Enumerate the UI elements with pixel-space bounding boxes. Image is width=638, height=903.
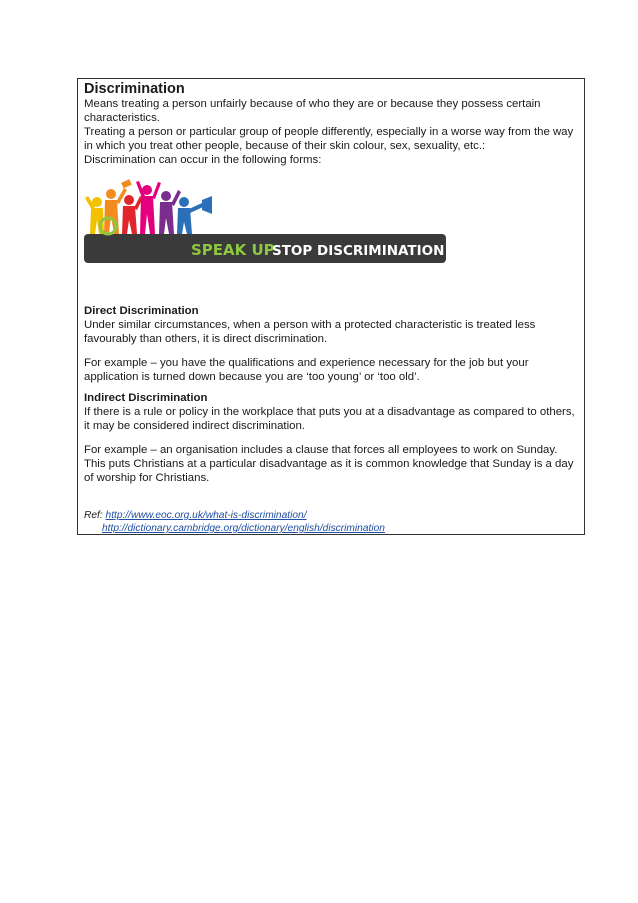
direct-discrimination-body: Under similar circumstances, when a person with a protected characteristic is treated less favourably than others, it is direct discrimination. xyxy=(84,319,536,345)
section-title: Discrimination xyxy=(84,81,185,97)
definition-1: Means treating a person unfairly because of who they are or because they possess certain characteristics. xyxy=(84,98,541,124)
references xyxy=(84,509,578,535)
definition-2: Treating a person or particular group of people differently, especially in a worse way from the way in which you treat other people, because of their skin colour, sex, sexuality, etc.: xyxy=(84,126,574,152)
speak-up-banner xyxy=(84,176,448,266)
indirect-discrimination-body: If there is a rule or policy in the workplace that puts you at a disadvantage as compared to others, it may be considered indirect discrimination. xyxy=(84,406,575,432)
reference-link-cambridge[interactable]: http://dictionary.cambridge.org/dictionary/english/discrimination xyxy=(102,523,385,534)
direct-discrimination-heading: Direct Discrimination xyxy=(84,305,199,317)
indirect-discrimination-heading: Indirect Discrimination xyxy=(84,392,208,404)
forms-intro: Discrimination can occur in the following forms: xyxy=(84,154,322,166)
references-label: Ref: xyxy=(84,510,103,521)
indirect-discrimination-example: For example – an organisation includes a clause that forces all employees to work on Sunday. This puts Christians at a particular disadvantage as it is common knowledge that Sunday is a day of worship for Christians. xyxy=(84,444,574,484)
banner-stop-discrimination-text: STOP DISCRIMINATION xyxy=(272,243,445,259)
protest-figures-illustration xyxy=(85,179,212,234)
direct-discrimination-example: For example – you have the qualifications and experience necessary for the job but your application is turned down because you are ‘too young’ or ‘too old’. xyxy=(84,357,529,383)
speak-up-banner-graphic xyxy=(84,176,448,266)
banner-speak-up-text: SPEAK UP xyxy=(191,241,275,259)
reference-link-eoc[interactable]: http://www.eoc.org.uk/what-is-discrimination/ xyxy=(105,510,307,521)
discrimination-info-box xyxy=(77,78,585,535)
